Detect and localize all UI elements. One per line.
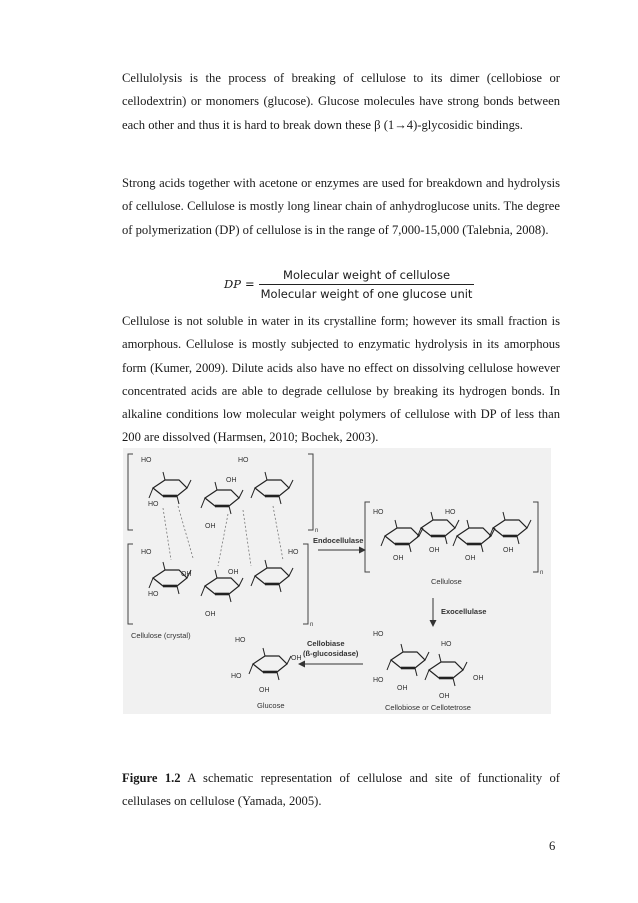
crystal-oh-label: OH — [228, 569, 239, 576]
cellulose-ho-label: HO — [373, 509, 384, 516]
cellobiose-label: Cellobiose or Cellotetrose — [385, 703, 471, 712]
formula-fraction — [261, 268, 473, 301]
crystal-ho-label: HO — [238, 457, 249, 464]
glucose-ho-label: HO — [235, 637, 246, 644]
cellobiose-oh-label: OH — [397, 685, 408, 692]
cellobiase-label: Cellobiase — [307, 639, 345, 648]
cellobiose-ho-label: HO — [373, 631, 384, 638]
cellulose-oh-label: OH — [393, 555, 404, 562]
formula-numerator: Molecular weight of cellulose — [259, 268, 475, 285]
page-number: 6 — [549, 839, 556, 853]
crystal-oh-label: OH — [205, 523, 216, 530]
subscript-n-bottom: n — [310, 622, 314, 628]
subscript-n-cellulose: n — [540, 570, 544, 576]
glucose-oh-label: OH — [291, 655, 302, 662]
dp-formula — [224, 264, 472, 304]
cellulose-oh-label: OH — [503, 547, 514, 554]
glucose-label: Glucose — [257, 701, 285, 710]
crystal-label: Cellulose (crystal) — [131, 631, 191, 640]
paragraph-acid-hydrolysis: Strong acids together with acetone or enzymes are used for breakdown and hydrolysis of cellulose. Cellulose is mostly long linear chain of anhydroglucose units. The degree of polymerization (DP) of cellulose is in the range of 7,000-15,000 (Talebnia, 2008). — [122, 176, 560, 237]
glucosidase-label: (ß-glucosidase) — [303, 649, 359, 658]
crystal-ho-label: HO — [148, 591, 159, 598]
cellulose-oh-label: OH — [429, 547, 440, 554]
crystal-ho-label: HO — [141, 457, 152, 464]
cellulose-ho-label: HO — [445, 509, 456, 516]
caption-text: A schematic representation of cellulose and site of functionality of cellulases on cellulose (Yamada, 2005). — [122, 771, 560, 809]
figure-label: Figure 1.2 — [122, 771, 181, 785]
paragraph-solubility: Cellulose is not soluble in water in its crystalline form; however its small fraction is amorphous. Cellulose is mostly subjected to enzymatic hydrolysis in its amorphous form (Kumer, 2009). Dilute acids also have no effect on dissolving cellulose however concentrated acids are able to degrade cellulose by breaking its hydrogen bonds. In alkaline conditions low molecular weight polymers of cellulose with DP of less than 200 are dissolved (Harmsen, 2010; Bochek, 2003). — [122, 314, 560, 445]
subscript-n-top: n — [315, 528, 319, 534]
endocellulase-label: Endocellulase — [313, 536, 364, 545]
crystal-oh-label: OH — [205, 611, 216, 618]
cellulose-oh-label: OH — [465, 555, 476, 562]
crystal-ho-label: HO — [288, 549, 299, 556]
formula-equals: = — [244, 277, 255, 291]
crystal-oh-label: OH — [226, 477, 237, 484]
crystal-ho-label: HO — [141, 549, 152, 556]
crystal-oh-label: OH — [181, 571, 192, 578]
crystal-ho-label: HO — [148, 501, 159, 508]
glucose-oh-label: OH — [259, 687, 270, 694]
glucose-ho-label: HO — [231, 673, 242, 680]
cellulose-label: Cellulose — [431, 577, 462, 586]
figure-caption — [122, 767, 560, 814]
formula-denominator: Molecular weight of one glucose unit — [260, 286, 473, 301]
cellobiose-ho-label: HO — [441, 641, 452, 648]
formula-lhs: DP — [224, 277, 241, 291]
exocellulase-label: Exocellulase — [441, 607, 487, 616]
paragraph-cellulolysis: Cellulolysis is the process of breaking of cellulose to its dimer (cellobiose or cellodextrin) or monomers (glucose). Glucose molecules have strong bonds between each other and thus it is hard to break down these β (1→4)-glycosidic bindings. — [122, 71, 560, 132]
cellulose-hydrolysis-figure — [123, 448, 551, 714]
cellobiose-ho-label: HO — [373, 677, 384, 684]
cellobiose-oh-label: OH — [473, 675, 484, 682]
cellobiose-oh-label: OH — [439, 693, 450, 700]
